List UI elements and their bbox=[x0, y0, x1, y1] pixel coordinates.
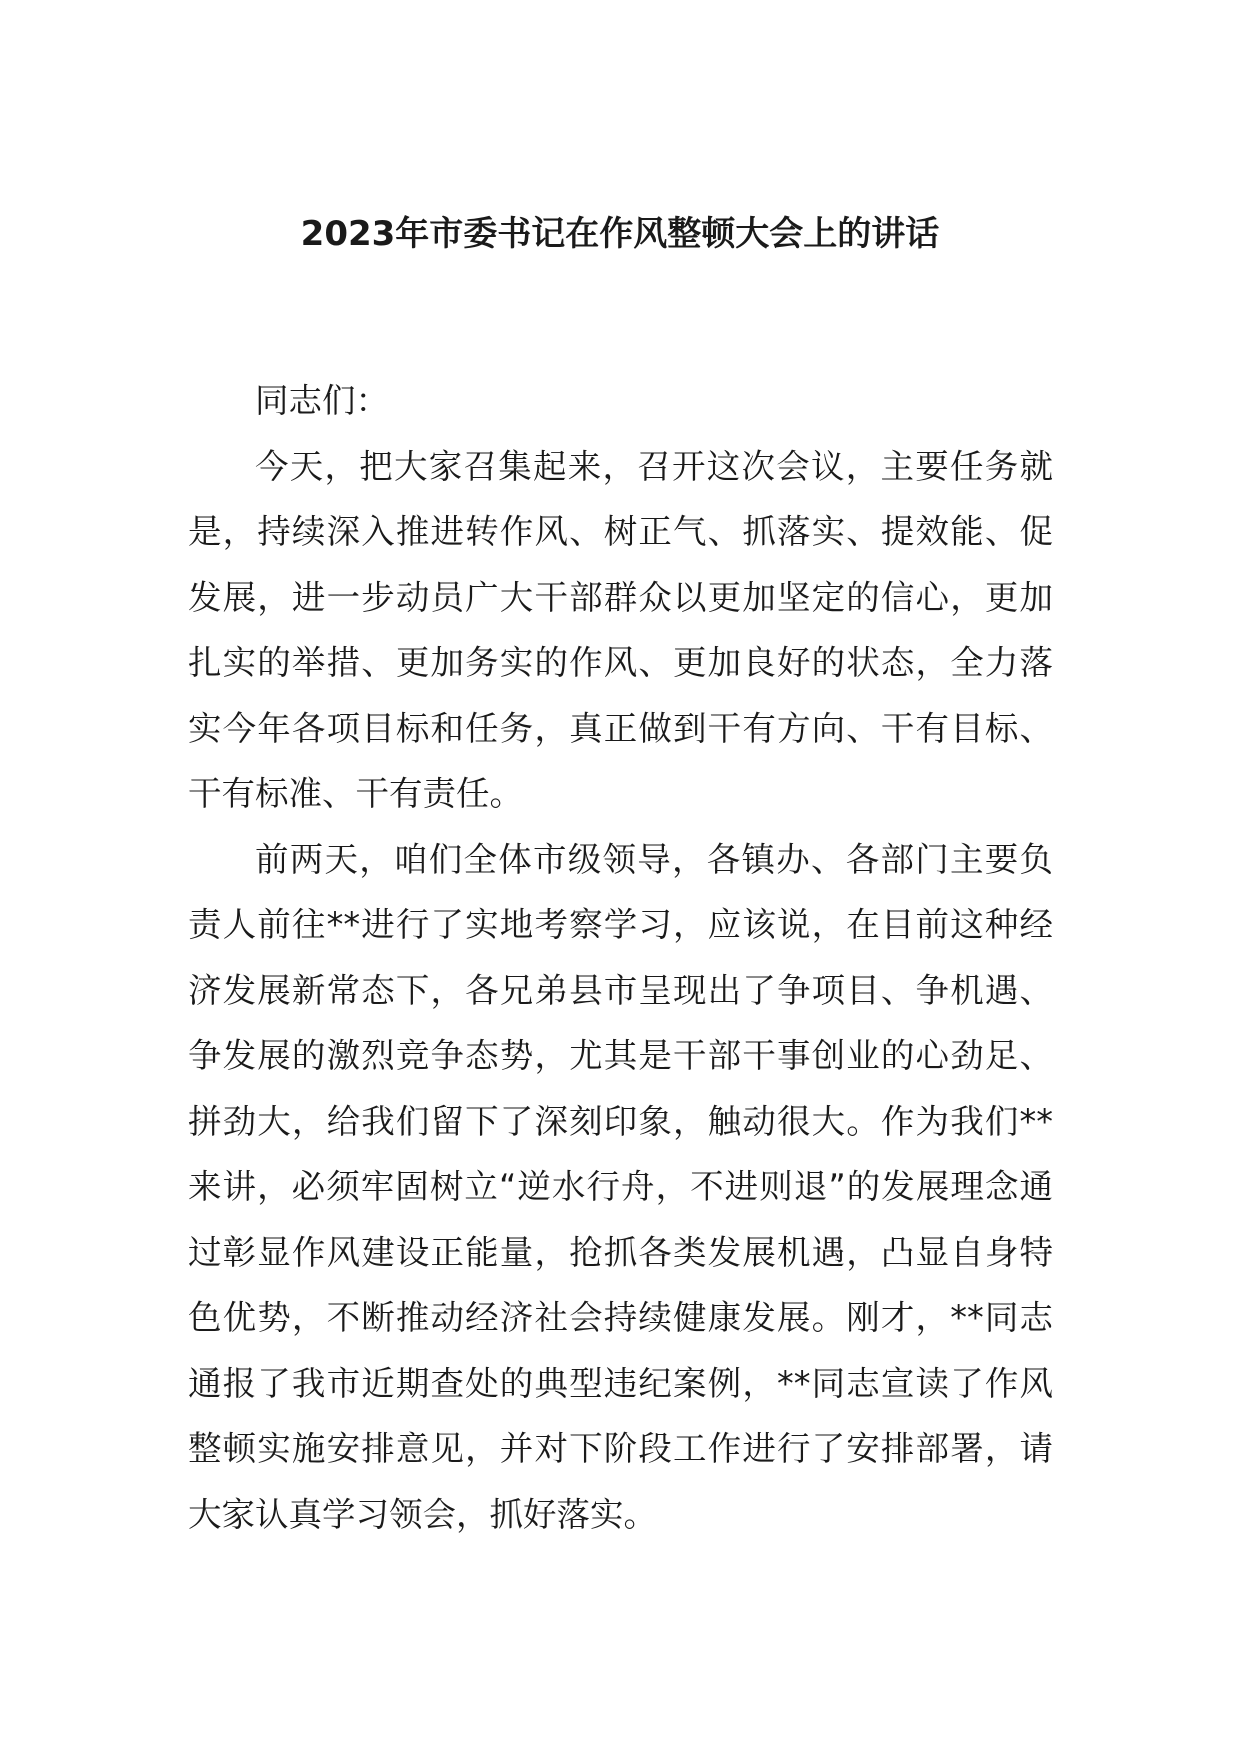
document-body bbox=[188, 368, 1053, 1547]
document-title: 2023年市委书记在作风整顿大会上的讲话 bbox=[300, 214, 940, 254]
salutation: 同志们： bbox=[255, 381, 389, 420]
paragraph-1: 今天，把大家召集起来，召开这次会议，主要任务就是，持续深入推进转作风、树正气、抓落实、提效能、促发展，进一步动员广大干部群众以更加坚定的信心，更加扎实的举措、更加务实的作风、更加良好的状态，全力落实今年各项目标和任务，真正做到干有方向、干有目标、干有标准、干有责任。 bbox=[188, 446, 1053, 813]
paragraph-2: 前两天，咱们全体市级领导，各镇办、各部门主要负责人前往**进行了实地考察学习，应该说，在目前这种经济发展新常态下，各兄弟县市呈现出了争项目、争机遇、争发展的激烈竞争态势，尤其是干部干事创业的心劲足、拼劲大，给我们留下了深刻印象，触动很大。作为我们**来讲，必须牢固树立“逆水行舟，不进则退”的发展理念通过彰显作风建设正能量，抢抓各类发展机遇，凸显自身特色优势，不断推动经济社会持续健康发展。刚才，**同志通报了我市近期查处的典型违纪案例，**同志宣读了作风整顿实施安排意见，并对下阶段工作进行了安排部署，请大家认真学习领会，抓好落实。 bbox=[188, 839, 1053, 1534]
